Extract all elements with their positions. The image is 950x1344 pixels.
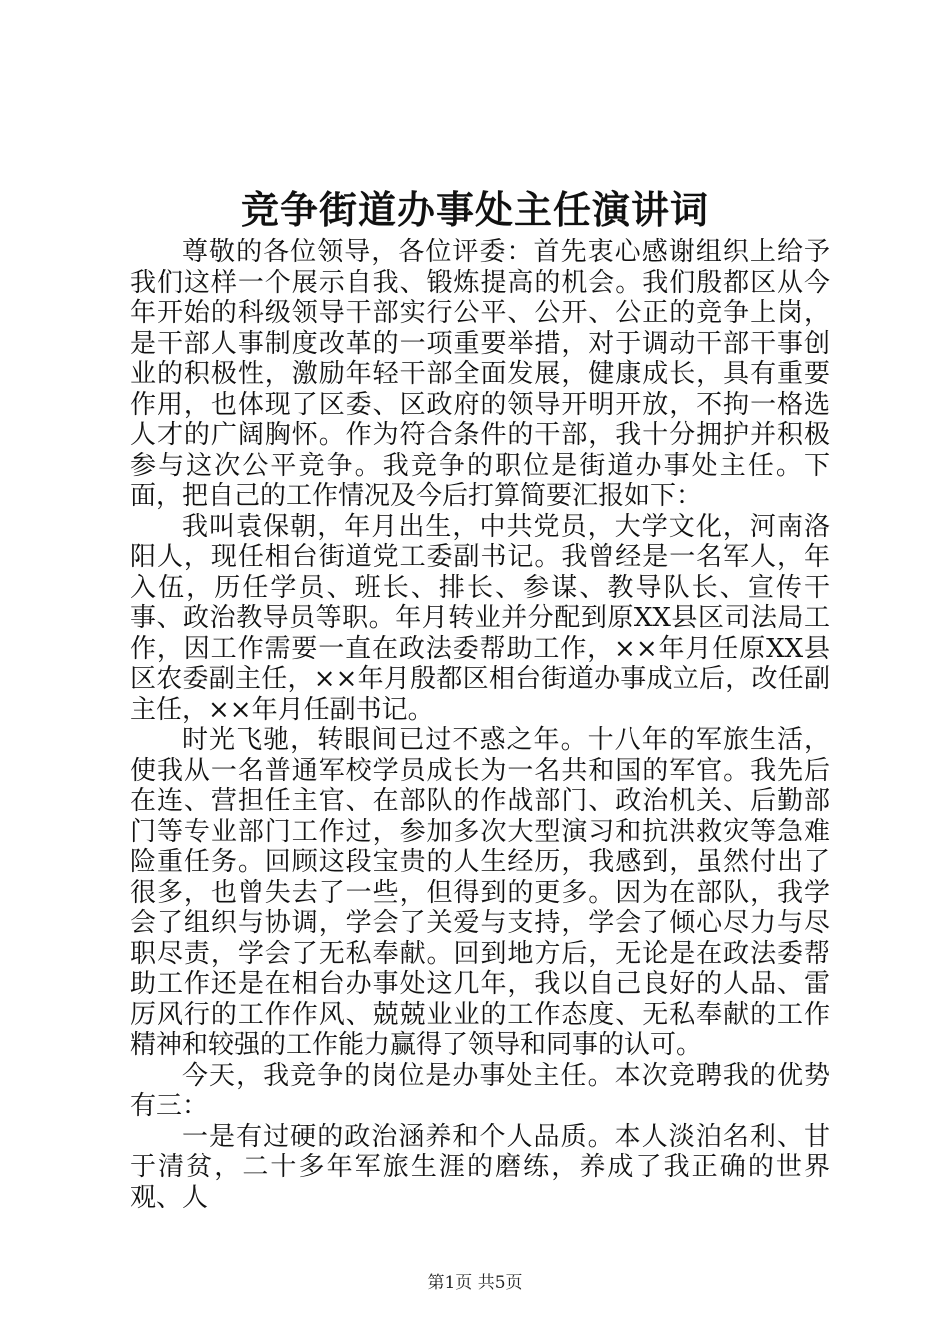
body-paragraph: 尊敬的各位领导，各位评委：首先衷心感谢组织上给予我们这样一个展示自我、锻炼提高的机会。我们殷都区从今年开始的科级领导干部实行公平、公开、公正的竞争上岗，是干部人事制度改革的一项重要举措，对于调动干部干事创业的积极性，激励年轻干部全面发展，健康成长，具有重要作用，也体现了区委、区政府的领导开明开放，不拘一格选人才的广阔胸怀。作为符合条件的干部，我十分拥护并积极参与这次公平竞争。我竞争的职位是街道办事处主任。下面，把自己的工作情况及今后打算简要汇报如下： xyxy=(130,237,830,511)
document-title: 竞争街道办事处主任演讲词 xyxy=(240,187,709,232)
page-number-footer: 第1页 共5页 xyxy=(427,1273,523,1293)
body-paragraph: 今天，我竞争的岗位是办事处主任。本次竞聘我的优势有三： xyxy=(130,1060,830,1121)
document-body xyxy=(130,237,830,1213)
body-paragraph: 我叫袁保朝，年月出生，中共党员，大学文化，河南洛阳人，现任相台街道党工委副书记。我曾经是一名军人，年入伍，历任学员、班长、排长、参谋、教导队长、宣传干事、政治教导员等职。年月转业并分配到原XX县区司法局工作，因工作需要一直在政法委帮助工作，××年月任原XX县区农委副主任，××年月殷都区相台街道办事成立后，改任副主任，××年月任副书记。 xyxy=(130,511,830,725)
body-paragraph: 一是有过硬的政治涵养和个人品质。本人淡泊名利、甘于清贫，二十多年军旅生涯的磨练，养成了我正确的世界观、人 xyxy=(130,1121,830,1213)
body-paragraph: 时光飞驰，转眼间已过不惑之年。十八年的军旅生活，使我从一名普通军校学员成长为一名共和国的军官。我先后在连、营担任主官、在部队的作战部门、政治机关、后勤部门等专业部门工作过，参加多次大型演习和抗洪救灾等急难险重任务。回顾这段宝贵的人生经历，我感到，虽然付出了很多，也曾失去了一些，但得到的更多。因为在部队，我学会了组织与协调，学会了关爱与支持，学会了倾心尽力与尽职尽责，学会了无私奉献。回到地方后，无论是在政法委帮助工作还是在相台办事处这几年，我以自己良好的人品、雷厉风行的工作作风、兢兢业业的工作态度、无私奉献的工作精神和较强的工作能力赢得了领导和同事的认可。 xyxy=(130,725,830,1060)
